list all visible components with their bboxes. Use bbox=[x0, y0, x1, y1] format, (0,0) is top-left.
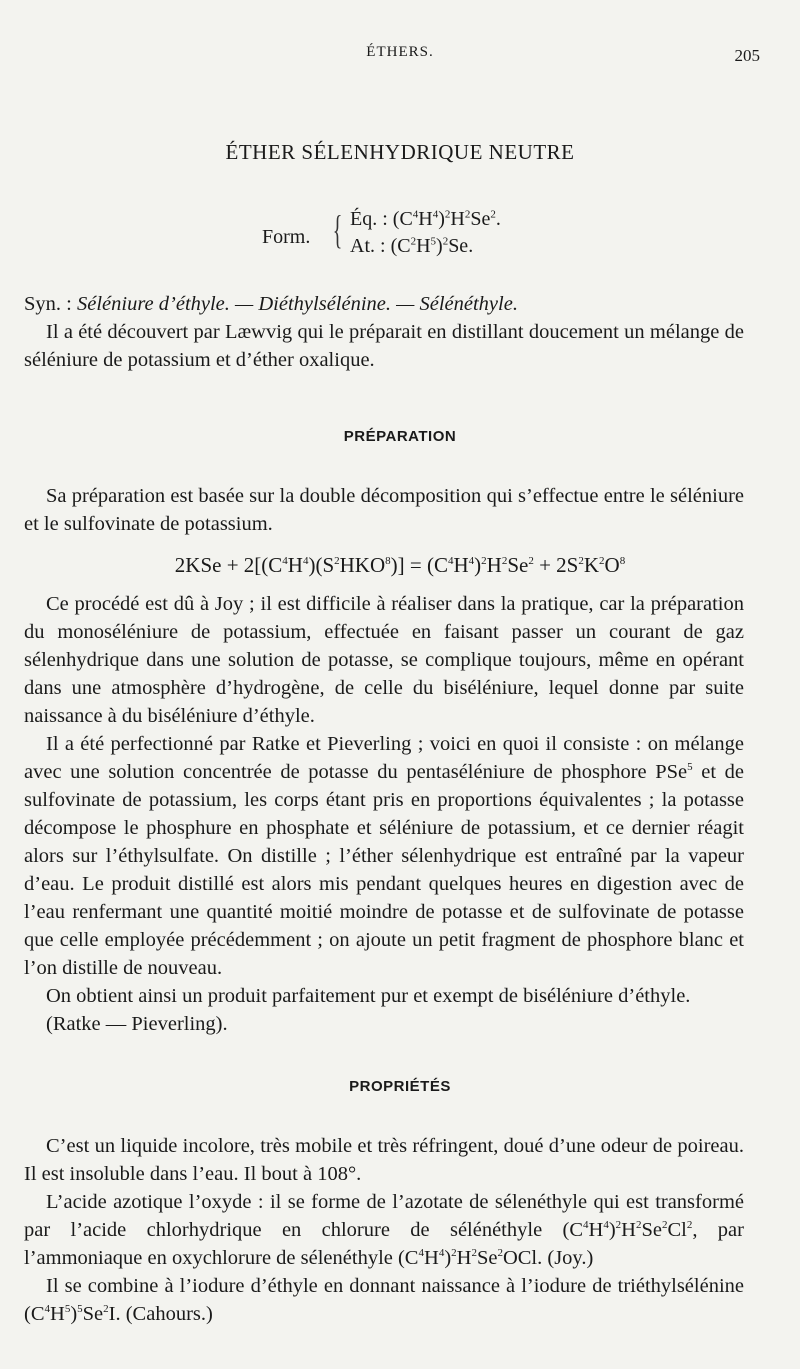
properties-paragraph-1: C’est un liquide incolore, très mobile et très réfringent, doué d’une odeur de poireau. Il est insoluble dans l’eau. Il bout à 108°. bbox=[24, 1135, 744, 1185]
intro-paragraph: Il a été découvert par Læwvig qui le préparait en distillant doucement un mélange de séléniure de potassium et d’éther oxalique. bbox=[24, 321, 744, 371]
at-formula: $(C^2H^5)^2Se$. bbox=[390, 235, 474, 257]
preparation-intro bbox=[24, 482, 744, 538]
eq-label: Éq. : bbox=[350, 208, 393, 230]
properties-paragraph-3: Il se combine à l’iodure d’éthyle en donnant naissance à l’iodure de triéthylsélénine $(C^4H^5)^5Se^2I$. (Cahours.) bbox=[24, 1275, 744, 1325]
properties-heading: PROPRIÉTÉS bbox=[349, 1078, 451, 1095]
preparation-paragraph-4: On obtient ainsi un produit parfaitement pur et exempt de biséléniure d’éthyle. bbox=[46, 985, 691, 1007]
preparation-paragraph-1: Sa préparation est basée sur la double décomposition qui s’effectue entre le séléniure et le sulfovinate de potassium. bbox=[24, 485, 744, 535]
preparation-paragraph-3: Il a été perfectionné par Ratke et Pieverling ; voici en quoi il consiste : on mélange avec une solution concentrée de potasse du pentaséléniure de phosphore PSe$^5$ et de sulfovinate de potassium, les corps étant pris en proportions équivalentes ; la potasse décompose le phosphure en phosphate et séléniure de potassium, et ce dernier réagit alors sur l’éthylsulfate. On distille ; l’éther sélenhydrique est entraîné par la vapeur d’eau. Le produit distillé est alors mis pendant quelques heures en digestion avec de l’eau renfermant une quantité moitié moindre de potasse et de sulfovinate de potasse que celle employée précédemment ; on ajoute un petit fragment de phosphore blanc et l’on distille de nouveau. bbox=[24, 733, 744, 979]
synonyms-names: Séléniure d’éthyle. — Diéthylsélénine. — Sélénéthyle. bbox=[76, 293, 518, 315]
properties-body bbox=[24, 1132, 744, 1328]
brace-icon: { bbox=[332, 207, 343, 252]
preparation-paragraph-2: Ce procédé est dû à Joy ; il est difficile à réaliser dans la pratique, car la préparation du monoséléniure de potassium, effectuée en faisant passer un courant de gaz sélenhydrique dans une solution de potasse, se complique toujours, même en opérant dans une atmosphère d’hydrogène, de celle du biséléniure, lequel donne par suite naissance à du biséléniure d’éthyle. bbox=[24, 593, 744, 727]
formula-atomic bbox=[350, 235, 473, 258]
formula-label: Form. bbox=[262, 226, 311, 248]
formula-equivalent bbox=[350, 208, 501, 231]
preparation-heading: PRÉPARATION bbox=[343, 428, 457, 445]
eq-formula: $(C^4H^4)^2H^2Se^2$. bbox=[392, 208, 501, 230]
reaction-equation: $2KSe + 2[(C^4H^4)(S^2HKO^8)] = (C^4H^4)^2H^2Se^2 + 2S^2K^2O^8$ bbox=[174, 553, 626, 577]
synonyms-prefix: Syn. : bbox=[24, 293, 77, 315]
synonyms-line bbox=[24, 290, 744, 318]
running-header: ÉTHERS. bbox=[366, 44, 434, 60]
preparation-reference: (Ratke — Pieverling). bbox=[46, 1013, 228, 1035]
page-number: 205 bbox=[734, 46, 760, 65]
preparation-body bbox=[24, 590, 744, 1038]
synonyms-block bbox=[24, 290, 744, 374]
at-label: At. : bbox=[350, 235, 391, 257]
properties-paragraph-2: L’acide azotique l’oxyde : il se forme de l’azotate de sélenéthyle qui est transformé par l’acide chlorhydrique en chlorure de sélénéthyle $(C^4H^4)^2H^2Se^2Cl^2$, par l’ammoniaque en oxychlorure de sélenéthyle $(C^4H^4)^2H^2Se^2OCl$. (Joy.) bbox=[24, 1191, 744, 1269]
section-title: ÉTHER SÉLENHYDRIQUE NEUTRE bbox=[225, 140, 575, 164]
